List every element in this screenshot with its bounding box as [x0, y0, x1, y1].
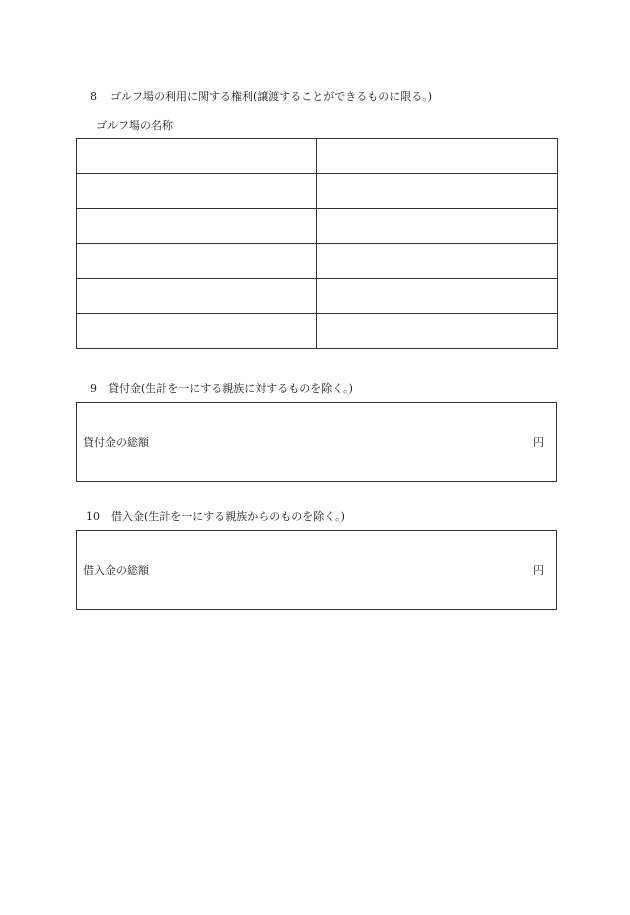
section-10-heading [86, 510, 345, 524]
golf-course-name-cell[interactable] [77, 174, 317, 209]
golf-course-name-cell[interactable] [77, 244, 317, 279]
golf-course-name-cell[interactable] [77, 139, 317, 174]
section-9-number: 9 [90, 382, 97, 395]
golf-course-detail-cell[interactable] [317, 279, 558, 314]
section-8-heading [90, 90, 432, 104]
section-8-number: 8 [90, 90, 97, 103]
golf-course-name-label: ゴルフ場の名称 [96, 119, 173, 132]
golf-table-row [77, 279, 558, 314]
golf-course-detail-cell[interactable] [317, 174, 558, 209]
borrowings-box [76, 530, 557, 610]
golf-table-row [77, 139, 558, 174]
loans-receivable-yen-unit: 円 [533, 436, 544, 449]
golf-course-name-cell[interactable] [77, 209, 317, 244]
section-9-heading [90, 382, 353, 396]
golf-table-row [77, 209, 558, 244]
section-10-number: 10 [86, 510, 100, 523]
golf-course-detail-cell[interactable] [317, 244, 558, 279]
golf-course-detail-cell[interactable] [317, 314, 558, 349]
golf-table-row [77, 244, 558, 279]
golf-course-name-cell[interactable] [77, 314, 317, 349]
borrowings-yen-unit: 円 [533, 564, 544, 577]
golf-table-row [77, 174, 558, 209]
golf-course-detail-cell[interactable] [317, 139, 558, 174]
golf-table-row [77, 314, 558, 349]
golf-course-name-cell[interactable] [77, 279, 317, 314]
golf-course-detail-cell[interactable] [317, 209, 558, 244]
section-8-title: ゴルフ場の利用に関する権利(譲渡することができるものに限る。) [110, 90, 433, 103]
section-10-title: 借入金(生計を一にする親族からのものを除く。) [111, 510, 345, 523]
loans-receivable-total-label: 貸付金の総額 [83, 436, 149, 449]
section-9-title: 貸付金(生計を一にする親族に対するものを除く。) [108, 382, 353, 395]
borrowings-total-label: 借入金の総額 [83, 564, 149, 577]
golf-course-table [76, 138, 558, 349]
loans-receivable-box [76, 402, 557, 482]
